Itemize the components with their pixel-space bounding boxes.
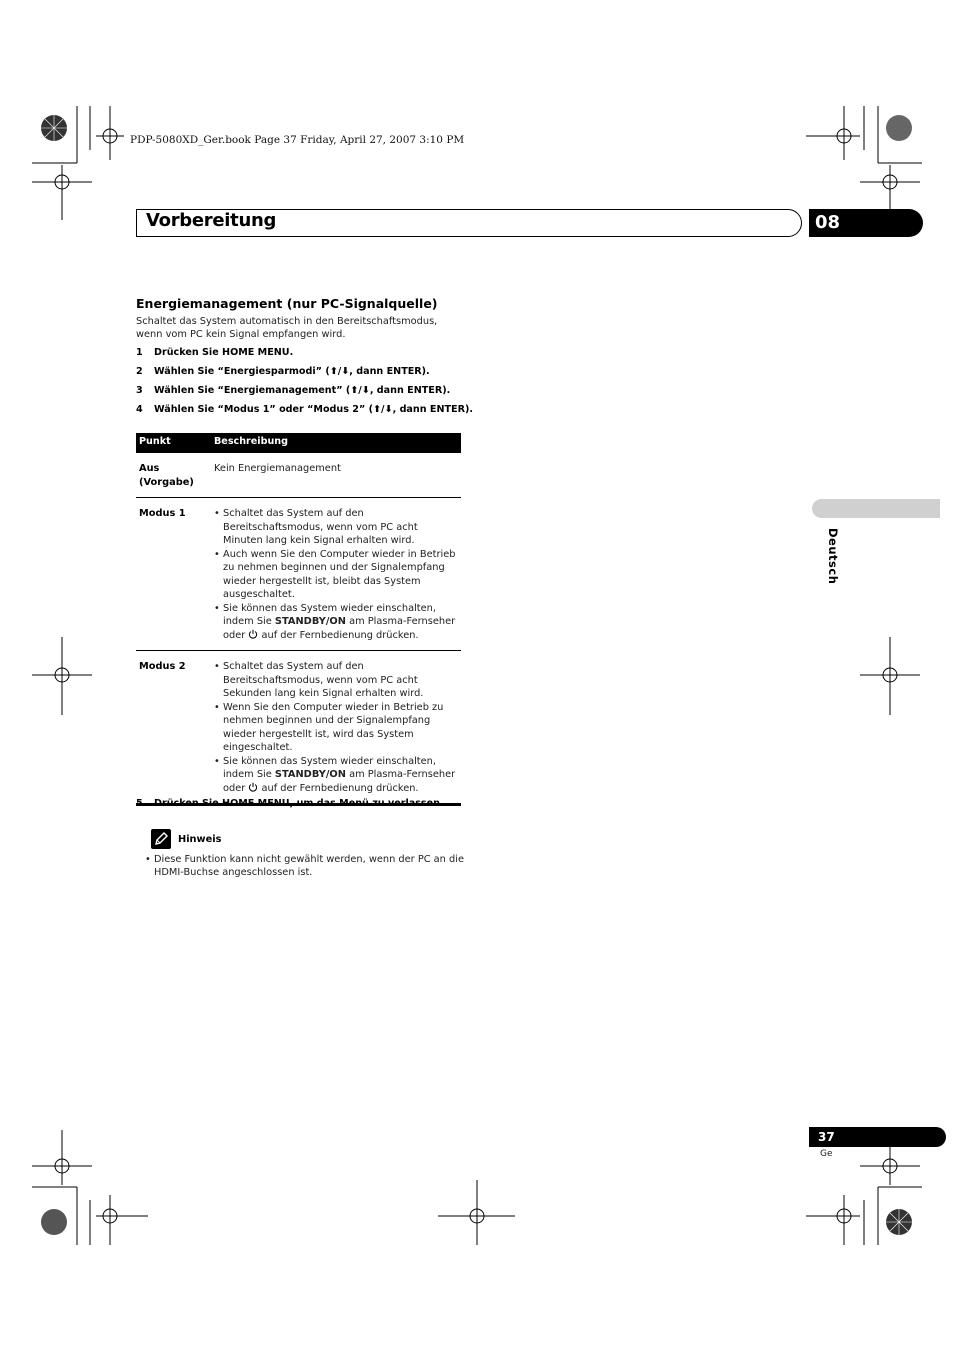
list-item: • Auch wenn Sie den Computer wieder in Betrieb zu nehmen beginnen und der Signalempfang wieder hergestellt ist, bleibt das System ausgeschaltet.: [223, 548, 458, 602]
row-description: [211, 651, 461, 805]
table-row: [136, 453, 461, 498]
language-tab: [812, 499, 940, 518]
table-row: [136, 651, 461, 805]
page-number: 37: [809, 1127, 946, 1147]
language-label: Deutsch: [826, 528, 840, 585]
table-row: [136, 498, 461, 651]
column-header: Punkt: [136, 433, 211, 453]
step-text: Drücken Sie HOME MENU, um das Menü zu verlassen.: [154, 798, 444, 809]
page-title: Vorbereitung: [146, 210, 277, 231]
step-text: Wählen Sie “Energiemanagement” (⬆/⬇, dann ENTER).: [154, 385, 451, 396]
language-code: Ge: [820, 1149, 833, 1159]
step-1: 1 Drücken Sie HOME MENU.: [136, 347, 294, 358]
section-intro: Schaltet das System automatisch in den Bereitschaftsmodus, wenn vom PC kein Signal empfangen wird.: [136, 316, 438, 341]
list-item: • Diese Funktion kann nicht gewählt werden, wenn der PC an die HDMI-Buchse angeschlossen ist.: [154, 853, 465, 880]
note-title: Hinweis: [178, 834, 222, 845]
note-text: [145, 853, 465, 880]
list-item: • Sie können das System wieder einschalten, indem Sie STANDBY/ON am Plasma-Fernseher oder auf der Fernbedienung drücken.: [223, 755, 458, 796]
table-header-row: [136, 433, 461, 453]
chapter-badge: 08: [809, 209, 923, 237]
row-description: [211, 498, 461, 651]
step-2: 2 Wählen Sie “Energiesparmodi” (⬆/⬇, dann ENTER).: [136, 366, 430, 377]
print-info: PDP-5080XD_Ger.book Page 37 Friday, April 27, 2007 3:10 PM: [130, 134, 465, 146]
row-description: Kein Energiemanagement: [211, 453, 461, 498]
row-key: Aus (Vorgabe): [136, 453, 211, 498]
step-text: Drücken Sie HOME MENU.: [154, 347, 294, 358]
power-icon: [248, 629, 258, 639]
step-3: 3 Wählen Sie “Energiemanagement” (⬆/⬇, dann ENTER).: [136, 385, 451, 396]
energy-mode-table: [136, 433, 461, 806]
power-icon: [248, 782, 258, 792]
step-text: Wählen Sie “Modus 1” oder “Modus 2” (⬆/⬇, dann ENTER).: [154, 404, 474, 415]
step-text: Wählen Sie “Energiesparmodi” (⬆/⬇, dann ENTER).: [154, 366, 430, 377]
row-key: Modus 1: [136, 498, 211, 651]
list-item: • Schaltet das System auf den Bereitschaftsmodus, wenn vom PC acht Sekunden lang kein Signal erhalten wird.: [223, 660, 458, 701]
step-5: 5 Drücken Sie HOME MENU, um das Menü zu verlassen.: [136, 798, 444, 809]
column-header: Beschreibung: [211, 433, 461, 453]
section-title: Energiemanagement (nur PC-Signalquelle): [136, 296, 438, 311]
list-item: • Schaltet das System auf den Bereitschaftsmodus, wenn vom PC acht Minuten lang kein Signal erhalten wird.: [223, 507, 458, 548]
list-item: • Sie können das System wieder einschalten, indem Sie STANDBY/ON am Plasma-Fernseher oder auf der Fernbedienung drücken.: [223, 602, 458, 643]
row-key: Modus 2: [136, 651, 211, 805]
step-4: 4 Wählen Sie “Modus 1” oder “Modus 2” (⬆/⬇, dann ENTER).: [136, 404, 474, 415]
list-item: • Wenn Sie den Computer wieder in Betrieb zu nehmen beginnen und der Signalempfang wieder hergestellt ist, wird das System eingeschaltet.: [223, 701, 458, 755]
pencil-note-icon: [151, 829, 171, 849]
